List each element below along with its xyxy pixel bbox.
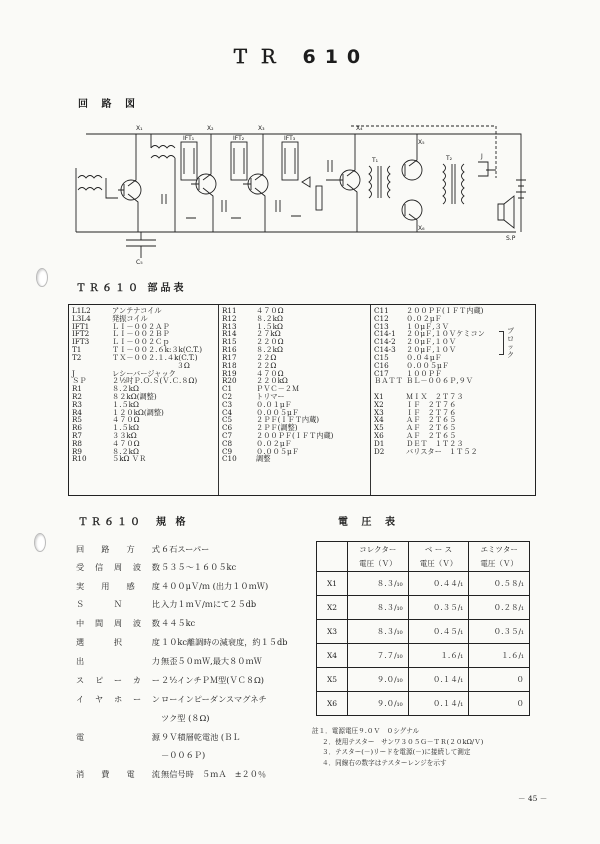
table-cell: ０.５８/₁ xyxy=(469,572,530,596)
specs-heading: ＴＲ６１０ 規 格 xyxy=(78,517,189,528)
part-ref: C14-1 xyxy=(374,329,396,339)
part-ref: C14-2 xyxy=(374,337,396,347)
part-value: １２０kΩ(調整) xyxy=(112,407,164,417)
part-value: ＰＶＣ－２Ｍ xyxy=(256,384,300,394)
part-ref: R20 xyxy=(222,376,237,386)
part-ref: T2 xyxy=(72,352,82,362)
svg-text:J: J xyxy=(481,153,483,160)
part-value: ＬＩ－００２ＡＰ xyxy=(112,321,170,331)
part-value: ２０μＦ,１０Ｖ xyxy=(406,345,457,355)
table-row xyxy=(317,668,530,692)
spec-label: イヤホーン xyxy=(76,694,160,704)
page-title: ＴＲ 610 xyxy=(230,46,370,68)
part-ref: C16 xyxy=(374,360,389,370)
table-row xyxy=(317,620,530,644)
part-ref: C1 xyxy=(222,384,233,394)
part-ref: D1 xyxy=(374,438,385,448)
part-value: バリスター １Ｔ５２ xyxy=(406,446,478,456)
part-value: ０.０２μＦ xyxy=(256,438,292,448)
part-value: ０.００５μＦ xyxy=(256,446,299,456)
part-value: ＬＩ－００２Ｃｐ xyxy=(112,337,170,347)
table-cell: １.６/₁ xyxy=(469,644,530,668)
part-ref: IFT2 xyxy=(72,329,90,339)
part-value: ２ＰＦ(調整) xyxy=(256,423,298,433)
spec-label: 実用感度 xyxy=(76,581,160,591)
part-ref: R9 xyxy=(72,446,82,456)
part-ref: R12 xyxy=(222,313,237,323)
part-value: ８２kΩ(調整) xyxy=(112,391,157,401)
column-divider xyxy=(370,305,371,495)
part-value: ３３kΩ xyxy=(112,431,137,440)
page-number: － 45 － xyxy=(518,794,548,803)
part-ref: ＳＰ xyxy=(72,376,87,386)
part-ref: R11 xyxy=(222,306,237,315)
part-value: １.５kΩ xyxy=(256,321,283,331)
part-ref: ＢＡＴＴ xyxy=(374,376,403,386)
part-value: ４７０Ω xyxy=(112,438,140,448)
specs-list xyxy=(76,544,306,794)
part-value: アンテナコイル xyxy=(112,306,162,315)
table-cell: ０.４４/₁ xyxy=(408,572,469,596)
svg-text:S.P: S.P xyxy=(506,235,516,242)
part-value: ２００ＰＦ(ＩＦＴ内蔵) xyxy=(256,431,334,440)
table-cell: ０.２８/₁ xyxy=(469,596,530,620)
spec-value: ９Ｖ積層乾電池 (ＢＬ xyxy=(161,732,241,742)
spec-value: ４４５kc xyxy=(161,618,196,628)
part-ref: IFT3 xyxy=(72,337,90,347)
part-value: ＬＩ－００２ＢＰ xyxy=(112,329,170,339)
table-cell: ０ xyxy=(469,668,530,692)
part-ref: IFT1 xyxy=(72,321,90,331)
part-value: ８.２kΩ xyxy=(112,446,139,456)
part-ref: R16 xyxy=(222,345,237,355)
part-value: 発振コイル xyxy=(112,313,148,323)
table-cell: X3 xyxy=(317,620,348,644)
spec-value: ローインピーダンスマグネチ xyxy=(161,694,267,704)
note-line: 註１．電源電圧９.０Ｖ ０シグナル xyxy=(312,727,420,735)
table-header-row xyxy=(317,557,530,572)
spec-value: ツク型 (８Ω) xyxy=(161,713,210,723)
table-row xyxy=(317,572,530,596)
part-ref: X6 xyxy=(374,431,384,440)
part-value: ８.２kΩ xyxy=(112,384,139,394)
part-ref: C5 xyxy=(222,415,233,425)
spec-label: 回路方式 xyxy=(76,544,160,554)
voltage-table xyxy=(316,541,530,716)
svg-text:T₂: T₂ xyxy=(446,155,453,162)
part-value: ０.０４μＦ xyxy=(406,352,442,362)
part-ref: C13 xyxy=(374,321,389,331)
part-value: ＢＬ－００６Ｐ,９Ｖ xyxy=(406,376,473,386)
part-value: ０.００５μＦ xyxy=(256,407,299,417)
part-value: 調整 xyxy=(256,454,271,464)
part-ref: R7 xyxy=(72,431,82,440)
table-header-cell: エミツター xyxy=(469,542,530,557)
part-ref: R14 xyxy=(222,329,237,339)
part-ref: R15 xyxy=(222,337,237,347)
part-value: ２２Ω xyxy=(256,352,277,362)
part-ref: C12 xyxy=(374,313,389,323)
note-line: ３．テスター(－)リードを電源(－)に接続して測定 xyxy=(322,748,471,757)
table-cell: ８.３/₁₀ xyxy=(348,620,409,644)
part-value: ０.０１μＦ xyxy=(256,399,292,409)
part-ref: C7 xyxy=(222,431,233,440)
table-header-cell: ベ ー ス xyxy=(408,542,469,557)
part-value: ２２０kΩ xyxy=(256,376,288,386)
part-ref: C8 xyxy=(222,438,233,448)
table-row xyxy=(317,692,530,716)
part-value: ＡＦ ２Ｔ６５ xyxy=(406,431,457,440)
part-ref: C11 xyxy=(374,306,389,315)
part-value: ２７kΩ xyxy=(256,329,281,339)
part-ref: X4 xyxy=(374,415,384,425)
part-ref: R19 xyxy=(222,368,237,378)
svg-text:X₆: X₆ xyxy=(418,225,425,232)
part-value: １０μＦ,３Ｖ xyxy=(406,321,449,331)
part-value: ８.２kΩ xyxy=(256,313,283,323)
voltage-notes xyxy=(312,726,483,768)
part-ref: R10 xyxy=(72,454,87,464)
part-ref: R18 xyxy=(222,360,237,370)
part-ref: J xyxy=(72,368,75,378)
table-header-cell: 電圧（Ｖ） xyxy=(348,557,409,572)
part-value: ４７０Ω xyxy=(256,306,284,315)
spec-label: 中間周波数 xyxy=(76,618,160,628)
spec-value: ２½インチＰＭ型(ＶＣ８Ω) xyxy=(161,675,264,685)
table-header-row xyxy=(317,542,530,557)
part-ref: C2 xyxy=(222,391,233,401)
spec-label: 出力 xyxy=(76,656,160,666)
table-cell: X2 xyxy=(317,596,348,620)
svg-text:IFT₁: IFT₁ xyxy=(183,135,195,142)
part-value: １.５kΩ xyxy=(112,399,139,409)
circuit-heading: 回 路 図 xyxy=(78,99,140,110)
part-ref: C15 xyxy=(374,352,389,362)
table-cell: X1 xyxy=(317,572,348,596)
part-ref: L1L2 xyxy=(72,306,91,315)
part-value: ＴＩ－００２.６k:３k(C.T.) xyxy=(112,345,203,355)
spec-label: 消費電流 xyxy=(76,769,160,779)
table-cell: ０.１４/₁ xyxy=(408,692,469,716)
part-ref: R1 xyxy=(72,384,82,394)
svg-text:IFT₂: IFT₂ xyxy=(233,135,245,142)
part-value: ＴＸ－００２.１.４k(C.T.) xyxy=(112,352,198,362)
punch-hole xyxy=(34,533,46,552)
block-bracket xyxy=(499,331,504,355)
table-cell: X4 xyxy=(317,644,348,668)
part-ref: R6 xyxy=(72,423,82,433)
table-header-cell: 電圧（Ｖ） xyxy=(408,557,469,572)
spec-label: ＳＮ比 xyxy=(76,599,160,609)
voltage-heading: 電 圧 表 xyxy=(338,517,400,528)
svg-text:X₂: X₂ xyxy=(207,125,214,132)
part-ref: C4 xyxy=(222,407,233,417)
table-cell: ０ xyxy=(469,692,530,716)
table-cell xyxy=(317,542,348,557)
table-cell: ９.０/₁₀ xyxy=(348,668,409,692)
part-value: ２２Ω xyxy=(256,360,277,370)
part-ref: C17 xyxy=(374,368,389,378)
part-value: ＡＦ ２Ｔ６５ xyxy=(406,423,457,433)
part-value: ２２０Ω xyxy=(256,337,284,347)
spec-value: 入力１ｍＶ/ｍにて２５db xyxy=(161,599,257,609)
spec-value: ６石スーパー xyxy=(161,544,210,554)
spec-value: －００６Ｐ) xyxy=(161,750,206,760)
column-divider xyxy=(218,305,219,495)
part-ref: L3L4 xyxy=(72,313,91,323)
spec-value: 無歪５０ｍＷ,最大８０ｍＷ xyxy=(161,656,262,666)
part-value: ８.２kΩ xyxy=(256,345,283,355)
part-value: ２００ＰＦ(ＩＦＴ内蔵) xyxy=(406,306,484,315)
table-cell: X5 xyxy=(317,668,348,692)
spec-value: ４００μＶ/ｍ (出力１０ｍＷ) xyxy=(161,581,269,591)
part-value: ＩＦ ２Ｔ７６ xyxy=(406,399,457,409)
table-cell: ９.０/₁₀ xyxy=(348,692,409,716)
part-ref: X5 xyxy=(374,423,384,433)
spec-label: 受信周波数 xyxy=(76,562,160,572)
table-cell: ０.１４/₁ xyxy=(408,668,469,692)
table-cell: ７.７/₁₀ xyxy=(348,644,409,668)
part-value: ２½吋Ｐ.Ｏ.Ｓ(Ｖ.Ｃ.８Ω) xyxy=(112,376,198,386)
svg-text:X₁: X₁ xyxy=(136,125,143,132)
part-ref: C10 xyxy=(222,454,237,464)
parts-table xyxy=(68,304,536,496)
parts-column-2 xyxy=(222,307,368,463)
svg-text:X₅: X₅ xyxy=(418,139,425,146)
part-value: ４７０Ω xyxy=(256,368,284,378)
part-ref: R4 xyxy=(72,407,82,417)
part-value: トリマー xyxy=(256,391,285,401)
spec-value: １０kc離調時の減衰度，約１５db xyxy=(161,637,288,647)
svg-text:IFT₃: IFT₃ xyxy=(284,135,296,142)
svg-text:X₄: X₄ xyxy=(356,125,363,132)
table-cell: ０.３５/₁ xyxy=(469,620,530,644)
part-value: ２０μＦ,１０Ｖ xyxy=(406,337,457,347)
spec-value: ５３５～１６０５kc xyxy=(161,562,237,572)
part-ref: R17 xyxy=(222,352,237,362)
table-cell: ０.４５/₁ xyxy=(408,620,469,644)
table-cell: １.６/₁ xyxy=(408,644,469,668)
table-header-cell: 電圧（Ｖ） xyxy=(469,557,530,572)
table-header-cell: コレクター xyxy=(348,542,409,557)
punch-hole xyxy=(36,268,48,287)
part-ref: X1 xyxy=(374,391,384,401)
spec-label: 選択度 xyxy=(76,637,160,647)
part-value: ２０μＦ,１０Ｖケミコン xyxy=(406,329,485,339)
note-line: ４．同線右の数字はテスターレンジを示す xyxy=(322,758,447,767)
part-value: ３Ω xyxy=(112,360,190,370)
table-cell: ８.３/₁₀ xyxy=(348,572,409,596)
table-cell: ０.３５/₁ xyxy=(408,596,469,620)
circuit-diagram xyxy=(66,118,536,266)
part-ref: C3 xyxy=(222,399,233,409)
svg-text:X₃: X₃ xyxy=(258,125,265,132)
spec-value: 無信号時 ５ｍＡ ±２０％ xyxy=(161,769,267,779)
part-value: ５kΩ ＶＲ xyxy=(112,454,147,464)
table-cell: X6 xyxy=(317,692,348,716)
part-value: ０.００５μＦ xyxy=(406,360,449,370)
part-value: ＡＦ ２Ｔ６５ xyxy=(406,415,457,425)
part-value: ＩＦ ２Ｔ７６ xyxy=(406,407,457,417)
part-value: １.５kΩ xyxy=(112,423,139,433)
part-value: レシーバージャック xyxy=(112,368,176,378)
block-note: ブロック xyxy=(507,327,514,359)
part-ref: C14-3 xyxy=(374,345,396,355)
note-line: ２．使用テスター サンワ３０５Ｇ－ＴＲ(２０kΩ/Ｖ) xyxy=(322,737,484,746)
part-ref: R5 xyxy=(72,415,82,425)
part-value: ４７０Ω xyxy=(112,415,140,425)
table-cell: ８.３/₁₀ xyxy=(348,596,409,620)
part-ref: D2 xyxy=(374,446,385,456)
part-value: ２ＰＦ(ＩＦＴ内蔵) xyxy=(256,415,320,425)
spec-label: 電源 xyxy=(76,732,160,742)
part-ref: X3 xyxy=(374,407,384,417)
table-cell xyxy=(317,557,348,572)
part-value: ＤＥＴ １Ｔ２３ xyxy=(406,438,464,448)
part-value: ０.０２μＦ xyxy=(406,313,442,323)
parts-column-1 xyxy=(72,307,218,463)
part-ref: R3 xyxy=(72,399,82,409)
table-row xyxy=(317,644,530,668)
table-row xyxy=(317,596,530,620)
parts-table-heading: ＴＲ６１０ 部品表 xyxy=(76,283,187,294)
spec-label: スピーカー xyxy=(76,675,160,685)
svg-text:T₁: T₁ xyxy=(372,157,379,164)
svg-text:C₅: C₅ xyxy=(136,259,143,266)
part-ref: C6 xyxy=(222,423,233,433)
part-value: １００ＰＦ xyxy=(406,368,442,378)
part-ref: R8 xyxy=(72,438,82,448)
part-ref: X2 xyxy=(374,399,384,409)
part-value: ＭＩＸ ２Ｔ７３ xyxy=(406,391,464,401)
part-ref: R2 xyxy=(72,391,82,401)
part-ref: T1 xyxy=(72,345,82,355)
part-ref: R13 xyxy=(222,321,237,331)
part-ref: C9 xyxy=(222,446,233,456)
